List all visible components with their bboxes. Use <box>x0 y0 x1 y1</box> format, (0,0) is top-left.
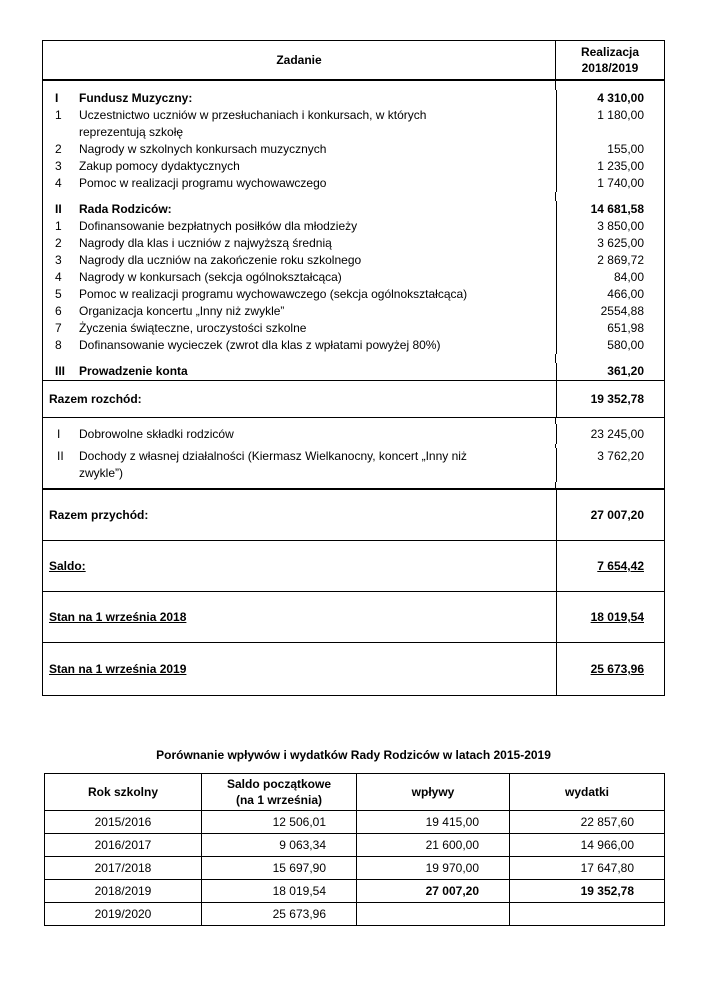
expenses-cell: 22 857,60 <box>510 811 665 834</box>
value-header-line2: 2018/2019 <box>581 61 639 75</box>
item-description-line2: reprezentują szkołę <box>79 125 184 139</box>
list-item <box>43 141 664 158</box>
item-amount: 651,98 <box>556 320 664 337</box>
balance-2019-amount: 25 673,96 <box>556 643 664 695</box>
income-header: wpływy <box>357 774 510 811</box>
list-item <box>43 218 664 235</box>
section-number: II <box>55 202 62 216</box>
financial-report-table <box>42 40 665 696</box>
item-amount: 2554,88 <box>556 303 664 320</box>
opening-header-line1: Saldo początkowe <box>226 777 332 791</box>
item-number: 5 <box>55 287 62 301</box>
item-amount: 23 245,00 <box>556 424 664 444</box>
item-description <box>79 107 556 141</box>
item-amount: 3 762,20 <box>556 448 664 482</box>
section-number: I <box>55 91 59 105</box>
income-total-row <box>43 490 664 541</box>
list-item <box>43 337 664 354</box>
item-amount: 1 740,00 <box>556 175 664 192</box>
table-row <box>45 880 665 903</box>
balance-2019-label: Stan na 1 września 2019 <box>49 662 187 676</box>
income-cell: 27 007,20 <box>357 880 510 903</box>
item-amount: 1 235,00 <box>556 158 664 175</box>
item-description <box>79 448 556 482</box>
income-total-label: Razem przychód: <box>49 508 149 522</box>
expenses-header: wydatki <box>510 774 665 811</box>
expense-total-label: Razem rozchód: <box>49 392 142 406</box>
opening-cell: 18 019,54 <box>202 880 357 903</box>
expense-total-amount: 19 352,78 <box>556 381 664 417</box>
table-row <box>45 857 665 880</box>
item-amount: 3 625,00 <box>556 235 664 252</box>
item-number: 3 <box>55 253 62 267</box>
comparison-table <box>44 773 665 926</box>
year-cell: 2017/2018 <box>45 857 202 880</box>
expenses-cell: 14 966,00 <box>510 834 665 857</box>
list-item <box>43 448 664 482</box>
item-number: 4 <box>55 176 62 190</box>
list-item <box>43 286 664 303</box>
saldo-label: Saldo: <box>49 559 86 573</box>
item-description-line2: zwykle”) <box>79 466 123 480</box>
balance-2018-row <box>43 592 664 643</box>
income-cell: 19 970,00 <box>357 857 510 880</box>
item-number: 6 <box>55 304 62 318</box>
item-description: Nagrody dla klas i uczniów z najwyższą średnią <box>79 236 332 250</box>
section-amount: 361,20 <box>556 363 664 380</box>
opening-cell: 15 697,90 <box>202 857 357 880</box>
saldo-amount: 7 654,42 <box>556 541 664 591</box>
item-description: Dobrowolne składki rodziców <box>79 427 234 441</box>
opening-balance-header <box>202 774 357 811</box>
item-number: 1 <box>55 108 62 122</box>
section-title: Fundusz Muzyczny: <box>79 91 193 105</box>
report-header <box>43 41 664 81</box>
item-amount: 466,00 <box>556 286 664 303</box>
table-row <box>45 903 665 926</box>
expense-total-row <box>43 381 664 418</box>
saldo-row <box>43 541 664 592</box>
item-amount: 3 850,00 <box>556 218 664 235</box>
item-amount: 155,00 <box>556 141 664 158</box>
item-description-line1: Dochody z własnej działalności (Kiermasz Wielkanocny, koncert „Inny niż <box>79 449 467 463</box>
item-number: 2 <box>55 236 62 250</box>
income-cell <box>357 903 510 926</box>
list-item <box>43 320 664 337</box>
balance-2018-label: Stan na 1 września 2018 <box>49 610 187 624</box>
table-row <box>45 834 665 857</box>
item-description-line1: Uczestnictwo uczniów w przesłuchaniach i konkursach, w których <box>79 108 427 122</box>
item-description: Pomoc w realizacji programu wychowawczego <box>79 176 327 190</box>
section-title: Rada Rodziców: <box>79 202 172 216</box>
list-item <box>43 235 664 252</box>
item-amount: 580,00 <box>556 337 664 354</box>
comparison-title: Porównanie wpływów i wydatków Rady Rodziców w latach 2015-2019 <box>156 748 551 762</box>
balance-2019-row <box>43 643 664 695</box>
item-number: 4 <box>55 270 62 284</box>
item-description: Dofinansowanie bezpłatnych posiłków dla młodzieży <box>79 219 358 233</box>
item-number: II <box>57 449 64 463</box>
section-heading <box>43 90 664 107</box>
income-section <box>43 418 664 490</box>
income-cell: 21 600,00 <box>357 834 510 857</box>
expense-sections <box>43 81 664 381</box>
year-cell: 2019/2020 <box>45 903 202 926</box>
income-total-amount: 27 007,20 <box>556 490 664 540</box>
item-number: 1 <box>55 219 62 233</box>
expenses-cell: 17 647,80 <box>510 857 665 880</box>
year-header: Rok szkolny <box>45 774 202 811</box>
list-item <box>43 175 664 192</box>
section-amount: 4 310,00 <box>556 90 664 107</box>
item-amount: 84,00 <box>556 269 664 286</box>
opening-cell: 12 506,01 <box>202 811 357 834</box>
item-description: Pomoc w realizacji programu wychowawczego (sekcja ogólnokształcąca) <box>79 287 468 301</box>
item-description: Nagrody w szkolnych konkursach muzycznych <box>79 142 327 156</box>
value-column-header <box>556 41 664 79</box>
list-item <box>43 424 664 444</box>
opening-cell: 9 063,34 <box>202 834 357 857</box>
opening-cell: 25 673,96 <box>202 903 357 926</box>
item-number: 7 <box>55 321 62 335</box>
list-item <box>43 107 664 141</box>
list-item <box>43 269 664 286</box>
expenses-cell: 19 352,78 <box>510 880 665 903</box>
table-row <box>45 811 665 834</box>
item-amount: 1 180,00 <box>556 107 664 141</box>
expenses-cell <box>510 903 665 926</box>
balance-2018-amount: 18 019,54 <box>556 592 664 642</box>
item-number: 8 <box>55 338 62 352</box>
value-header-line1: Realizacja <box>580 45 640 59</box>
year-cell: 2015/2016 <box>45 811 202 834</box>
year-cell: 2018/2019 <box>45 880 202 903</box>
item-description: Nagrody dla uczniów na zakończenie roku szkolnego <box>79 253 362 267</box>
item-description: Dofinansowanie wycieczek (zwrot dla klas z wpłatami powyżej 80%) <box>79 338 441 352</box>
list-item <box>43 303 664 320</box>
item-amount: 2 869,72 <box>556 252 664 269</box>
income-cell: 19 415,00 <box>357 811 510 834</box>
year-cell: 2016/2017 <box>45 834 202 857</box>
item-number: I <box>57 427 61 441</box>
item-description: Życzenia świąteczne, uroczystości szkolne <box>79 321 307 335</box>
list-item <box>43 158 664 175</box>
section-heading <box>43 363 664 380</box>
section-number: III <box>55 364 66 378</box>
item-description: Nagrody w konkursach (sekcja ogólnokształcąca) <box>79 270 342 284</box>
section-title: Prowadzenie konta <box>79 364 188 378</box>
item-number: 3 <box>55 159 62 173</box>
item-description: Zakup pomocy dydaktycznych <box>79 159 240 173</box>
task-column-header: Zadanie <box>43 41 556 79</box>
list-item <box>43 252 664 269</box>
item-description: Organizacja koncertu „Inny niż zwykle” <box>79 304 285 318</box>
section-heading <box>43 201 664 218</box>
item-number: 2 <box>55 142 62 156</box>
comparison-header-row <box>45 774 665 811</box>
opening-header-line2: (na 1 września) <box>235 793 323 807</box>
section-amount: 14 681,58 <box>556 201 664 218</box>
